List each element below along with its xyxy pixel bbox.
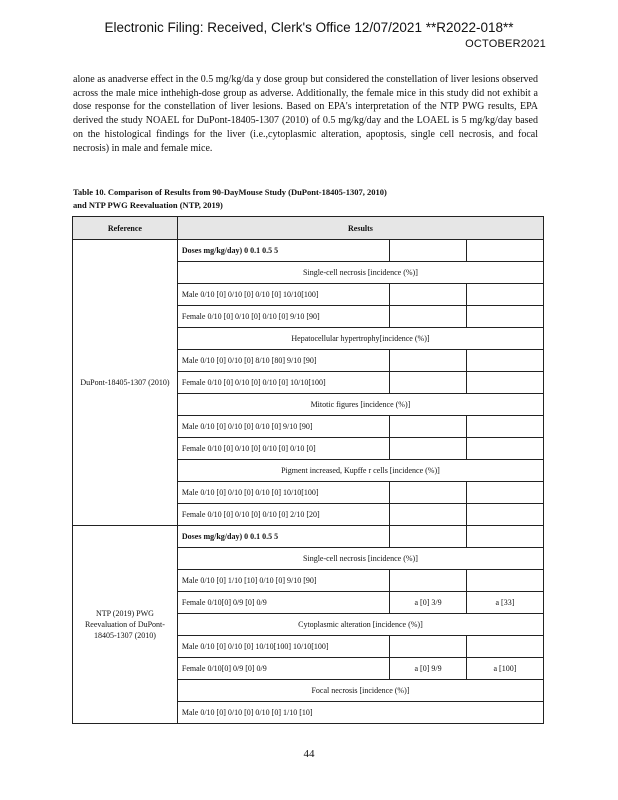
reference-dupont: DuPont-18405-1307 (2010) <box>73 240 178 526</box>
table-caption <box>73 186 543 212</box>
male-values: Male 0/10 [0] 1/10 [10] 0/10 [0] 9/10 [90] <box>177 570 389 592</box>
caption-line-2: and NTP PWG Reevaluation (NTP, 2019) <box>73 200 223 210</box>
endpoint-title: Hepatocellular hypertrophy[incidence (%)] <box>177 328 543 350</box>
male-values: Male 0/10 [0] 0/10 [0] 8/10 [80] 9/10 [90] <box>177 350 389 372</box>
reference-ntp: NTP (2019) PWG Reevaluation of DuPont-18405-1307 (2010) <box>73 526 178 724</box>
page-number: 44 <box>303 748 315 760</box>
female-values: Female 0/10[0] 0/9 [0] 0/9 <box>177 658 389 680</box>
endpoint-title: Single-cell necrosis [incidence (%)] <box>177 548 543 570</box>
results-header: Results <box>177 217 543 240</box>
female-values-cont: a [0] 3/9 <box>390 592 467 614</box>
endpoint-title: Mitotic figures [incidence (%)] <box>177 394 543 416</box>
female-values-end: a [33] <box>466 592 543 614</box>
male-values: Male 0/10 [0] 0/10 [0] 0/10 [0] 9/10 [90] <box>177 416 389 438</box>
table-row <box>73 526 544 548</box>
male-values: Male 0/10 [0] 0/10 [0] 10/10[100] 10/10[100] <box>177 636 389 658</box>
female-values: Female 0/10 [0] 0/10 [0] 0/10 [0] 2/10 [20] <box>177 504 389 526</box>
female-values-cont: a [0] 9/9 <box>390 658 467 680</box>
body-paragraph: alone as anadverse effect in the 0.5 mg/kg/da y dose group but considered the constellation of liver lesions observed across the male mice inthehigh-dose group as adverse. Additionally, the female mice in this study did not exhibit a dose response for the constellation of liver lesions. Based on EPA's interpretation of the NTP PWG results, EPA derived the study NOAEL for DuPont-18405-1307 (2010) of 0.5 mg/kg/day and the LOAEL is 5 mg/kg/day based on the histological findings for the liver (i.e.,cytoplasmic alteration, apoptosis, single cell necrosis, and focal necrosis) in male and female mice. <box>73 74 538 154</box>
doses-row: Doses mg/kg/day) 0 0.1 0.5 5 <box>177 240 389 262</box>
filing-header: Electronic Filing: Received, Clerk's Office 12/07/2021 **R2022-018** <box>104 20 514 35</box>
male-values: Male 0/10 [0] 0/10 [0] 0/10 [0] 1/10 [10] <box>177 702 543 724</box>
results-table <box>72 216 544 724</box>
table-row <box>73 240 544 262</box>
female-values: Female 0/10 [0] 0/10 [0] 0/10 [0] 9/10 [90] <box>177 306 389 328</box>
doses-row: Doses mg/kg/day) 0 0.1 0.5 5 <box>177 526 389 548</box>
female-values: Female 0/10[0] 0/9 [0] 0/9 <box>177 592 389 614</box>
date-overlay: OCTOBER2021 <box>465 38 546 50</box>
male-values: Male 0/10 [0] 0/10 [0] 0/10 [0] 10/10[100] <box>177 284 389 306</box>
table-header-row <box>73 217 544 240</box>
caption-line-1: Table 10. Comparison of Results from 90-DayMouse Study (DuPont-18405-1307, 2010) <box>73 187 387 197</box>
reference-header: Reference <box>73 217 178 240</box>
female-values-end: a [100] <box>466 658 543 680</box>
endpoint-title: Focal necrosis [incidence (%)] <box>177 680 543 702</box>
endpoint-title: Single-cell necrosis [incidence (%)] <box>177 262 543 284</box>
endpoint-title: Pigment increased, Kupffe r cells [incidence (%)] <box>177 460 543 482</box>
endpoint-title: Cytoplasmic alteration [incidence (%)] <box>177 614 543 636</box>
female-values: Female 0/10 [0] 0/10 [0] 0/10 [0] 0/10 [0] <box>177 438 389 460</box>
male-values: Male 0/10 [0] 0/10 [0] 0/10 [0] 10/10[100] <box>177 482 389 504</box>
female-values: Female 0/10 [0] 0/10 [0] 0/10 [0] 10/10[100] <box>177 372 389 394</box>
